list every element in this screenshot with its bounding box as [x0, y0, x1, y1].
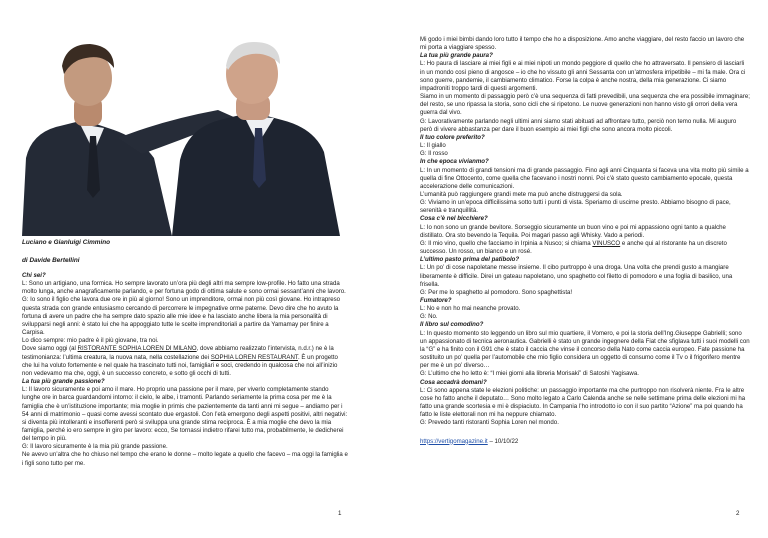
- text-span: e anche qui al ristorante ha un discreto successo. Un rosso, un bianco e un rosé.: [420, 239, 727, 256]
- portrait-illustration: [22, 40, 344, 236]
- interview-answer: G: Io sono il figlio che lavora due ore in più al giorno! Sono un imprenditore, ormai non più così giovane. Ho intrapreso questa strada con grande entusiasmo cercando di percorrere le impegnative orme paterne. Devo dire che ho avuto la fortuna di avere un padre che ha sempre dato spazio alle mie idee e ha lasciato anche libera la mia personalità di svilupparsi negli anni: è stato lui che ha appoggiato tutte le scelte imprenditoriali a partire da Yamamay per finire a Carpisa.: [22, 296, 341, 337]
- article-column-2: [420, 36, 750, 446]
- interview-question: Fumatore?: [420, 297, 452, 304]
- source-link[interactable]: https://vertigomagazine.it: [420, 437, 488, 445]
- page-2: [384, 0, 768, 538]
- text-span: . È un progetto che lui ha voluto fortemente e nel quale ha trascinato tutti noi, famigliari e soci, credendo in qualcosa che noi all’inizio non vedevamo ma che, oggi, è un successo concreto, e sotto gli occhi di tutti.: [22, 353, 338, 377]
- spacer: [420, 428, 750, 438]
- interview-question: Il libro sul comodino?: [420, 321, 484, 329]
- interview-answer: L: Ci sono appena state le elezioni politiche: un passaggio importante ma che purtroppo non risolverà niente. Fra le altre cose ho fatto anche il deputato… Sono molto legato a Carlo Calenda anche se nelle settimane prima delle elezioni mi ha fatto una grande scortesia e mi è dispiaciuto. In Campania l’ho introdotto io con il suo partito “Azione” ma poi quando ha fatto le liste elettorali non mi ha neppure chiamato.: [420, 386, 746, 419]
- interview-question: La tua più grande paura?: [420, 52, 493, 60]
- interview-answer: L: Il lavoro sicuramente e poi amo il mare. Ho proprio una passione per il mare, per viverlo completamente stando lunghe ore in barca guardandomi intorno: il cielo, le albe, i tramonti. Parlando seriamente la prima cosa per me è la famiglia che è un’istituzione importante; mia moglie in primis che pazientemente da tanti anni mi segue – andiamo per i 54 anni di matrimonio – quasi come avessi scontato due ergastoli. Con l’età emergono degli aspetti positivi, altri negativi: si diventa più intolleranti e insofferenti però si sviluppa una grande stima reciproca. È a mia moglie che devo la mia famiglia, perché io ero sempre in giro per lavoro: ecco, Se tornassi indietro rifarei tutto ma, probabilmente, le dedicherei del tempo in più.: [22, 386, 348, 443]
- interview-answer: L: Un po’ di cose napoletane messe insieme. Il cibo purtroppo è una droga. Una volta che prendi gusto a mangiare liberamente è difficile. Direi un gateau napoletano, uno spaghetto col filetto di pomodoro e una foglia di basilico, una frisella.: [420, 264, 733, 288]
- interview-answer: Ne avevo un’altra che ho chiuso nel tempo che erano le donne – molto legate a quello che facevo – ma oggi la famiglia e i figli sono tutto per me.: [22, 451, 348, 467]
- portrait-photo: [22, 40, 344, 236]
- interview-answer: G: Il rosso: [420, 150, 448, 158]
- interview-question: Chi sei?: [22, 272, 46, 279]
- interview-question: Cosa c’è nel bicchiere?: [420, 215, 488, 223]
- interview-answer: Mi godo i miei bimbi dando loro tutto il tempo che ho a disposizione. Amo anche viaggiare, del resto faccio un lavoro che mi porta a viaggiare spesso.: [420, 36, 745, 52]
- interview-paragraph: [22, 345, 348, 378]
- interview-answer: L: Ho paura di lasciare ai miei figli e ai miei nipoti un mondo peggiore di quello che ho attraversato. Il pensiero di lasciarli in un mondo così pieno di angosce – io che ho vissuto gli anni Sessanta con un’atmosfera irripetibile – mi fa male. Ora ci sono guerre, pandemie, il cambiamento climatico. Forse la colpa è anche nostra, della mia generazione. Ci siamo impadroniti troppo tardi di questi argomenti.: [420, 60, 746, 92]
- interview-answer: G: Il lavoro sicuramente è la mia più grande passione.: [22, 443, 168, 451]
- interview-question: L’ultimo pasto prima del patibolo?: [420, 256, 520, 264]
- interview-paragraph: [420, 240, 750, 256]
- interview-paragraph: [420, 438, 750, 446]
- interview-answer: L: Il giallo: [420, 142, 446, 150]
- article-column-1: [22, 272, 348, 468]
- interview-answer: L: In un momento di grandi tensioni ma di grande passaggio. Fino agli anni Cinquanta si faceva una vita molto più simile a quella di fine Ottocento, come quella che facevano i nostri nonni. Poi c’è stato questo cambiamento epocale, questa accelerazione delle comunicazioni.: [420, 166, 749, 190]
- interview-answer: L’umanità può raggiungere grandi mete ma può anche distruggersi da sola.: [420, 190, 623, 198]
- interview-question: In che epoca vivianmo?: [420, 158, 489, 166]
- interview-answer: G: L’ultimo che ho letto è: “I miei giorni alla libreria Morisaki” di Satoshi Yagisawa.: [420, 370, 639, 378]
- interview-answer: G: Viviamo in un’epoca difficilissima sotto tutti i punti di vista. Speriamo di uscirne presto. Abbiamo bisogno di pace, serenità e tranquillità.: [420, 199, 731, 215]
- interview-answer: L: Sono un artigiano, una formica. Ho sempre lavorato un’ora più degli altri ma sempre low-profile. Ho fatto una strada molto lunga, anche anagraficamente parlando, e per fortuna godo di ottima salute e sono ormai sessant’anni che lavoro.: [22, 280, 346, 296]
- interview-answer: L: In questo momento sto leggendo un libro sul mio quartiere, il Vomero, e poi la storia dell’Ing.Giuseppe Gabrielli; sono un appassionato di tecnica aeronautica. Gabrielli è stato un grande ingegnere della Fiat che sfiglava tutti i suoi modelli con la “G” e ha finito con il G91 che è stato il caccia che vinse il concorso della Nato come caccia europeo. Fate passione ha sostituito un po’ quella per l’automobile che mio figlio considera un oggetto di consumo come il Tv o il frigorifero mentre per me è un po’ diverso…: [420, 329, 750, 370]
- author-byline: di Davide Bertellini: [22, 257, 80, 264]
- underlined-name: SOPHIA LOREN RESTAURANT: [210, 353, 298, 361]
- interview-answer: G: Per me lo spaghetto al pomodoro. Sono spaghettista!: [420, 288, 573, 296]
- interview-question: Il tuo colore preferito?: [420, 133, 485, 141]
- text-span: G: Il mio vino, quello che facciamo in Irpinia a Nusco; si chiama: [420, 239, 593, 247]
- interview-question: Cosa accadrà domani?: [420, 378, 487, 386]
- interview-answer: L: Io non sono un grande bevitore. Sorseggio sicuramente un buon vino e poi mi appassiono ogni tanto a qualche distillato. Ora sto bevendo la Tequila. Poi magari passo agli Whisky. Vado a periodi.: [420, 223, 726, 239]
- interview-question: La tua più grande passione?: [22, 378, 105, 386]
- interview-answer: Siamo in un momento di passaggio però c’è una sequenza di fatti prevedibili, una sequenza che era possibile immaginare; del resto, se uno ripassa la storia, sono cicli che si ripetono. Le nuove generazioni non hanno visto gli orrori della vera guerra dal vivo.: [420, 93, 750, 117]
- page-number-2: 2: [736, 510, 740, 517]
- text-span: – 10/10/22: [487, 437, 519, 445]
- underlined-name: RISTORANTE SOPHIA LOREN DI MILANO: [77, 345, 197, 353]
- interview-answer: Lo dico sempre: mio padre è il più giovane, tra noi.: [22, 337, 159, 345]
- underlined-name: VINUSCO: [592, 239, 621, 247]
- interview-answer: G: No.: [420, 313, 438, 321]
- interview-answer: L: No e non ho mai neanche provato.: [420, 305, 521, 313]
- interview-answer: G: Prevedo tanti ristoranti Sophia Loren nel mondo.: [420, 419, 559, 427]
- interview-answer: G: Lavorativamente parlando negli ultimi anni siamo stati abituati ad affrontare tutto, perciò non temo nulla. Mi auguro però di vivere abbastanza per dare il buon esempio ai miei figli che sono ancora molto piccoli.: [420, 117, 737, 133]
- text-span: , dove abbiamo realizzato l’intervista, n.d.r.) ne è la testimonianza: l’ultima creatura, la nuova nata, nella costellazione dei: [22, 345, 334, 361]
- page-number-1: 1: [338, 510, 342, 517]
- text-span: Dove siamo oggi (al: [22, 345, 78, 353]
- photo-caption: Luciano e Gianluigi Cimmino: [22, 239, 111, 246]
